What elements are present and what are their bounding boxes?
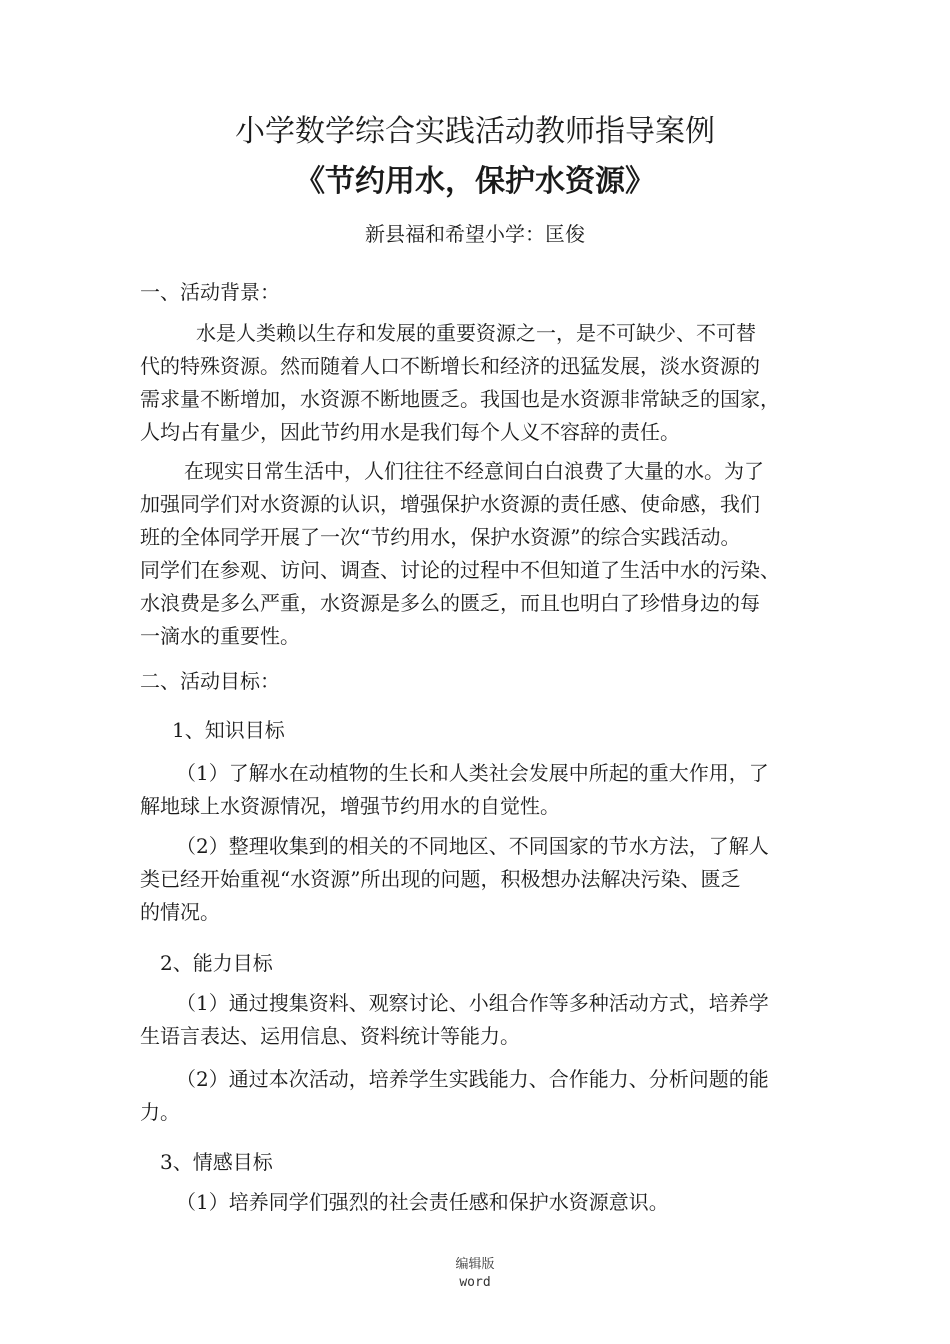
text-line: 班的全体同学开展了一次“节约用水，保护水资源”的综合实践活动。	[140, 525, 741, 549]
goal-heading-ability: 2、能力目标	[160, 951, 273, 975]
text-line: 力。	[140, 1100, 180, 1124]
document-subtitle: 《节约用水，保护水资源》	[295, 164, 655, 199]
goal-heading-emotion: 3、情感目标	[160, 1150, 273, 1174]
text-line: （1）通过搜集资料、观察讨论、小组合作等多种活动方式，培养学	[176, 991, 769, 1015]
footer-label: 编辑版	[455, 1257, 495, 1272]
document-title: 小学数学综合实践活动教师指导案例	[235, 114, 715, 149]
text-line: 水是人类赖以生存和发展的重要资源之一，是不可缺少、不可替	[196, 321, 756, 345]
text-line: （1）培养同学们强烈的社会责任感和保护水资源意识。	[176, 1190, 669, 1214]
text-line: 在现实日常生活中，人们往往不经意间白白浪费了大量的水。为了	[184, 459, 764, 483]
text-line: 需求量不断增加，水资源不断地匮乏。我国也是水资源非常缺乏的国家，	[140, 387, 780, 411]
text-line: 水浪费是多么严重，水资源是多么的匮乏，而且也明白了珍惜身边的每	[140, 591, 760, 615]
text-line: 的情况。	[140, 900, 220, 924]
author-line: 新县福和希望小学：匡俊	[365, 222, 585, 246]
text-line: 代的特殊资源。然而随着人口不断增长和经济的迅猛发展，淡水资源的	[140, 354, 760, 378]
background-paragraph-2	[140, 455, 830, 653]
text-line: 解地球上水资源情况，增强节约用水的自觉性。	[140, 794, 560, 818]
section-heading-goals: 二、活动目标：	[140, 669, 280, 693]
text-line: 一滴水的重要性。	[140, 624, 300, 648]
text-line: （1）了解水在动植物的生长和人类社会发展中所起的重大作用，了	[176, 761, 769, 785]
text-line: 人均占有量少，因此节约用水是我们每个人义不容辞的责任。	[140, 420, 680, 444]
section-heading-background: 一、活动背景：	[140, 280, 280, 304]
text-line: （2）通过本次活动，培养学生实践能力、合作能力、分析问题的能	[176, 1067, 769, 1091]
footer-sublabel: word	[459, 1275, 491, 1290]
text-line: 加强同学们对水资源的认识，增强保护水资源的责任感、使命感，我们	[140, 492, 760, 516]
knowledge-goal-1	[140, 757, 830, 823]
text-line: （2）整理收集到的相关的不同地区、不同国家的节水方法，了解人	[176, 834, 769, 858]
background-paragraph-1	[140, 317, 830, 449]
emotion-goal-1	[140, 1186, 830, 1219]
text-line: 同学们在参观、访问、调查、讨论的过程中不但知道了生活中水的污染、	[140, 558, 780, 582]
text-line: 生语言表达、运用信息、资料统计等能力。	[140, 1024, 520, 1048]
goal-heading-knowledge: 1、知识目标	[172, 718, 285, 742]
ability-goal-2	[140, 1063, 830, 1129]
knowledge-goal-2	[140, 830, 830, 929]
ability-goal-1	[140, 987, 830, 1053]
text-line: 类已经开始重视“水资源”所出现的问题，积极想办法解决污染、匮乏	[140, 867, 741, 891]
